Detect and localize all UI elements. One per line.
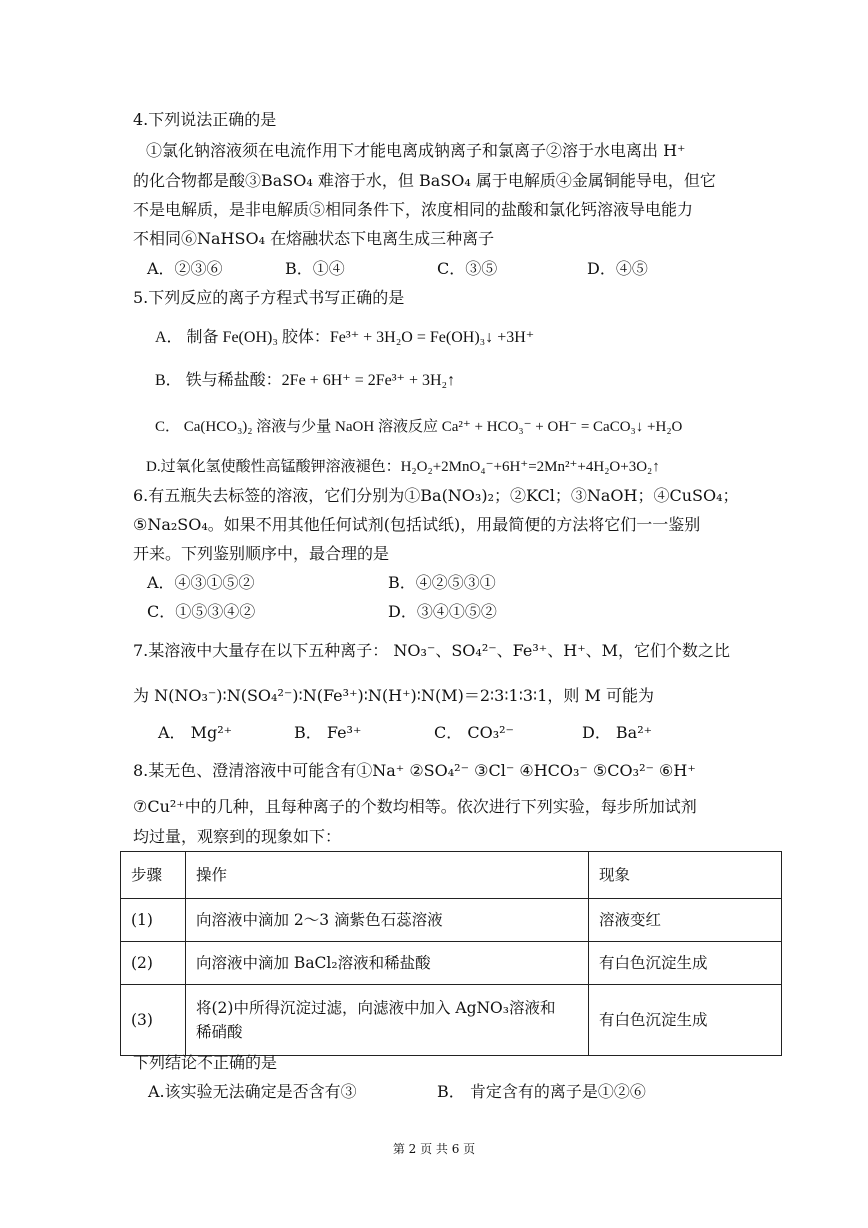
table-row (121, 942, 782, 985)
q4-option-c: C．③⑤ (437, 259, 498, 278)
q5-stem: 5.下列反应的离子方程式书写正确的是 (133, 288, 405, 307)
q6-option-c: C．①⑤③④② (147, 602, 256, 621)
step-cell: (1) (121, 899, 186, 942)
operation-cell: 向溶液中滴加 2～3 滴紫色石蕊溶液 (186, 899, 589, 942)
q6-option-b: B．④②⑤③① (388, 573, 496, 592)
table-row (121, 899, 782, 942)
q4-line-2: 的化合物都是酸③BaSO₄ 难溶于水，但 BaSO₄ 属于电解质④金属铜能导电，但它 (133, 171, 716, 190)
q7-option-b: B． Fe³⁺ (294, 723, 362, 742)
q4-line-4: 不相同⑥NaHSO₄ 在熔融状态下电离生成三种离子 (133, 229, 495, 248)
q4-option-b: B．①④ (285, 259, 345, 278)
q4-option-a: A．②③⑥ (147, 259, 223, 278)
q7-option-d: D． Ba²⁺ (582, 723, 653, 742)
q7-line-1: 7.某溶液中大量存在以下五种离子： NO₃⁻、SO₄²⁻、Fe³⁺、H⁺、M，它们个数之比 (133, 641, 731, 660)
q8-line-3: 均过量，观察到的现象如下： (133, 827, 342, 846)
q4-line-3: 不是电解质，是非电解质⑤相同条件下，浓度相同的盐酸和氯化钙溶液导电能力 (133, 200, 694, 219)
q5-option-b: B． 铁与稀盐酸：2Fe + 6H⁺ = 2Fe³⁺ + 3H₂↑ (155, 372, 456, 389)
q8-option-a: A.该实验无法确定是否含有③ (148, 1082, 357, 1101)
observation-cell: 溶液变红 (589, 899, 782, 942)
q6-line-1: 6.有五瓶失去标签的溶液，它们分别为①Ba(NO₃)₂；②KCl；③NaOH；④CuSO₄； (133, 486, 739, 505)
q5-option-a: A． 制备 Fe(OH)₃ 胶体：Fe³⁺ + 3H₂O = Fe(OH)₃↓ +3H⁺ (155, 329, 535, 346)
step-cell: (2) (121, 942, 186, 985)
q7-line-2: 为 N(NO₃⁻)∶N(SO₄²⁻)∶N(Fe³⁺)∶N(H⁺)∶N(M)＝2∶3∶1∶3∶1，则 M 可能为 (133, 686, 654, 705)
page-footer: 第 2 页 共 6 页 (392, 1142, 476, 1156)
header-observation: 现象 (589, 852, 782, 899)
q4-option-d: D．④⑤ (587, 259, 648, 278)
operation-cell: 向溶液中滴加 BaCl₂溶液和稀盐酸 (186, 942, 589, 985)
q4-line-1: ①氯化钠溶液须在电流作用下才能电离成钠离子和氯离子②溶于水电离出 H⁺ (146, 141, 686, 160)
q5-option-d: D.过氧化氢使酸性高锰酸钾溶液褪色：H₂O₂+2MnO₄⁻+6H⁺=2Mn²⁺+4H₂O+3O₂↑ (146, 459, 660, 475)
q8-option-b: B． 肯定含有的离子是①②⑥ (437, 1082, 646, 1101)
q4-stem: 4.下列说法正确的是 (133, 110, 277, 129)
q8-line-1: 8.某无色、澄清溶液中可能含有①Na⁺ ②SO₄²⁻ ③Cl⁻ ④HCO₃⁻ ⑤CO₃²⁻ ⑥H⁺ (133, 761, 696, 780)
table-header-row (121, 852, 782, 899)
q8-question: 下列结论不正确的是 (133, 1053, 278, 1072)
q7-option-a: A． Mg²⁺ (158, 723, 233, 742)
q6-line-2: ⑤Na₂SO₄。如果不用其他任何试剂(包括试纸)，用最简便的方法将它们一一鉴别 (133, 515, 701, 534)
header-step: 步骤 (121, 852, 186, 899)
observation-cell: 有白色沉淀生成 (589, 985, 782, 1056)
experiment-table (120, 851, 782, 1056)
q6-line-3: 开来。下列鉴别顺序中，最合理的是 (133, 544, 390, 563)
header-operation: 操作 (186, 852, 589, 899)
q5-option-c: C． Ca(HCO₃)₂ 溶液与少量 NaOH 溶液反应 Ca²⁺ + HCO₃⁻ + OH⁻ = CaCO₃↓ +H₂O (155, 419, 683, 435)
table-row (121, 985, 782, 1056)
operation-cell: 将(2)中所得沉淀过滤，向滤液中加入 AgNO₃溶液和稀硝酸 (186, 985, 589, 1056)
q7-option-c: C． CO₃²⁻ (434, 723, 514, 742)
q6-option-d: D．③④①⑤② (388, 602, 497, 621)
q8-line-2: ⑦Cu²⁺中的几种，且每种离子的个数均相等。依次进行下列实验，每步所加试剂 (133, 797, 697, 816)
q6-option-a: A．④③①⑤② (147, 573, 255, 592)
observation-cell: 有白色沉淀生成 (589, 942, 782, 985)
step-cell: (3) (121, 985, 186, 1056)
